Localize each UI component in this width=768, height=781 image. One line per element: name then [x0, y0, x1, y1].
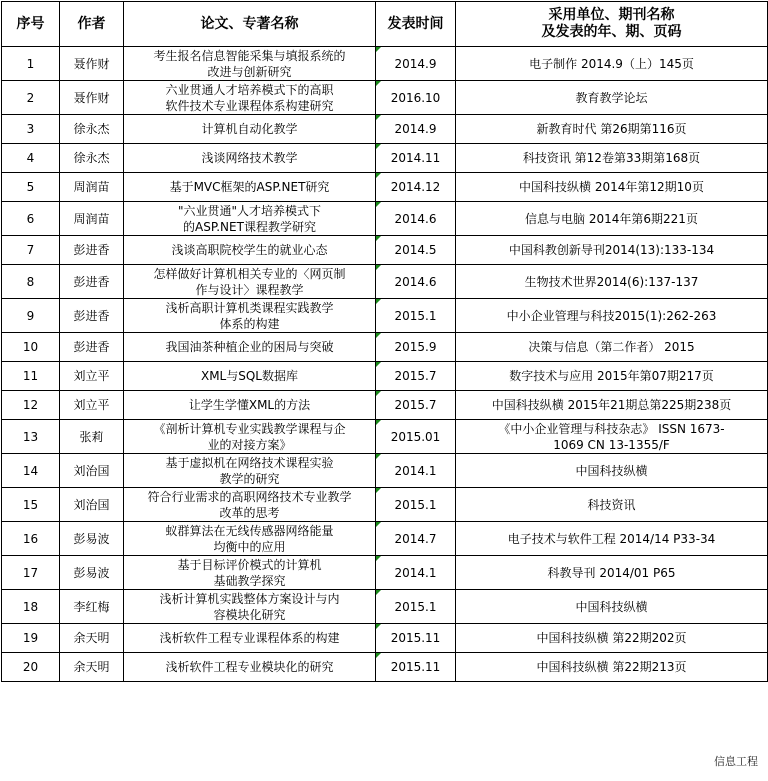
cell-time: 2014.1	[376, 454, 456, 488]
cell-author: 徐永杰	[60, 115, 124, 144]
table-row	[2, 362, 768, 391]
cell-title: 符合行业需求的高职网络技术专业教学 改革的思考	[124, 488, 376, 522]
header-title: 论文、专著名称	[124, 2, 376, 47]
cell-journal: 中国科技纵横	[456, 454, 768, 488]
cell-time: 2014.1	[376, 556, 456, 590]
cell-time: 2014.6	[376, 265, 456, 299]
cell-time: 2014.9	[376, 47, 456, 81]
cell-journal: 决策与信息（第二作者） 2015	[456, 333, 768, 362]
cell-title: 考生报名信息智能采集与填报系统的 改进与创新研究	[124, 47, 376, 81]
cell-title: 浅析软件工程专业模块化的研究	[124, 653, 376, 682]
cell-index: 12	[2, 391, 60, 420]
cell-title: 浅谈网络技术教学	[124, 144, 376, 173]
table-row	[2, 653, 768, 682]
cell-author: 余天明	[60, 624, 124, 653]
cell-journal: 中国科技纵横 2014年第12期10页	[456, 173, 768, 202]
table-row	[2, 173, 768, 202]
header-index: 序号	[2, 2, 60, 47]
cell-title: 浅析高职计算机类课程实践教学 体系的构建	[124, 299, 376, 333]
cell-time: 2015.1	[376, 299, 456, 333]
table-row	[2, 590, 768, 624]
cell-author: 徐永杰	[60, 144, 124, 173]
watermark-text: 信息工程	[714, 755, 758, 768]
cell-index: 8	[2, 265, 60, 299]
cell-author: 聂作财	[60, 81, 124, 115]
cell-title: 浅析软件工程专业课程体系的构建	[124, 624, 376, 653]
cell-time: 2015.1	[376, 590, 456, 624]
cell-title: 《剖析计算机专业实践教学课程与企 业的对接方案》	[124, 420, 376, 454]
table-row	[2, 144, 768, 173]
header-row	[2, 2, 768, 47]
cell-title: 基于目标评价模式的计算机 基础教学探究	[124, 556, 376, 590]
cell-time: 2014.7	[376, 522, 456, 556]
cell-index: 6	[2, 202, 60, 236]
table-row	[2, 522, 768, 556]
cell-journal: 中小企业管理与科技2015(1):262-263	[456, 299, 768, 333]
cell-journal: 《中小企业管理与科技杂志》 ISSN 1673- 1069 CN 13-1355/F	[456, 420, 768, 454]
table-row	[2, 454, 768, 488]
cell-time: 2015.7	[376, 391, 456, 420]
cell-author: 刘立平	[60, 362, 124, 391]
header-journal: 采用单位、期刊名称 及发表的年、期、页码	[456, 2, 768, 47]
cell-journal: 中国科技纵横 第22期202页	[456, 624, 768, 653]
cell-author: 刘治国	[60, 454, 124, 488]
cell-title: 六业贯通人才培养模式下的高职 软件技术专业课程体系构建研究	[124, 81, 376, 115]
cell-author: 张莉	[60, 420, 124, 454]
cell-title: 计算机自动化教学	[124, 115, 376, 144]
table-body	[2, 47, 768, 682]
cell-time: 2014.6	[376, 202, 456, 236]
cell-journal: 电子技术与软件工程 2014/14 P33-34	[456, 522, 768, 556]
cell-title: 基于MVC框架的ASP.NET研究	[124, 173, 376, 202]
table-row	[2, 47, 768, 81]
header-author: 作者	[60, 2, 124, 47]
cell-index: 15	[2, 488, 60, 522]
cell-time: 2014.9	[376, 115, 456, 144]
cell-author: 彭进香	[60, 333, 124, 362]
cell-author: 周润苗	[60, 173, 124, 202]
cell-author: 彭进香	[60, 265, 124, 299]
cell-time: 2015.9	[376, 333, 456, 362]
cell-author: 彭进香	[60, 299, 124, 333]
cell-time: 2015.1	[376, 488, 456, 522]
cell-journal: 科教导刊 2014/01 P65	[456, 556, 768, 590]
cell-index: 13	[2, 420, 60, 454]
cell-index: 18	[2, 590, 60, 624]
table-row	[2, 202, 768, 236]
cell-time: 2015.7	[376, 362, 456, 391]
cell-title: 我国油茶种植企业的困局与突破	[124, 333, 376, 362]
cell-author: 聂作财	[60, 47, 124, 81]
cell-index: 4	[2, 144, 60, 173]
table-row	[2, 236, 768, 265]
header-time: 发表时间	[376, 2, 456, 47]
cell-time: 2014.12	[376, 173, 456, 202]
cell-title: 基于虚拟机在网络技术课程实验 教学的研究	[124, 454, 376, 488]
cell-index: 1	[2, 47, 60, 81]
cell-index: 10	[2, 333, 60, 362]
cell-journal: 教育教学论坛	[456, 81, 768, 115]
cell-time: 2015.11	[376, 653, 456, 682]
cell-author: 李红梅	[60, 590, 124, 624]
cell-time: 2015.11	[376, 624, 456, 653]
cell-index: 16	[2, 522, 60, 556]
cell-title: 浅谈高职院校学生的就业心态	[124, 236, 376, 265]
cell-index: 3	[2, 115, 60, 144]
cell-author: 彭易波	[60, 522, 124, 556]
cell-title: XML与SQL数据库	[124, 362, 376, 391]
publications-table	[1, 1, 768, 682]
cell-title: 让学生学懂XML的方法	[124, 391, 376, 420]
cell-author: 周润苗	[60, 202, 124, 236]
cell-index: 11	[2, 362, 60, 391]
cell-index: 19	[2, 624, 60, 653]
cell-index: 20	[2, 653, 60, 682]
cell-author: 余天明	[60, 653, 124, 682]
cell-time: 2014.5	[376, 236, 456, 265]
cell-author: 刘治国	[60, 488, 124, 522]
cell-author: 彭易波	[60, 556, 124, 590]
cell-journal: 中国科技纵横 第22期213页	[456, 653, 768, 682]
cell-index: 2	[2, 81, 60, 115]
cell-author: 刘立平	[60, 391, 124, 420]
cell-journal: 数字技术与应用 2015年第07期217页	[456, 362, 768, 391]
cell-journal: 电子制作 2014.9（上）145页	[456, 47, 768, 81]
cell-journal: 新教育时代 第26期第116页	[456, 115, 768, 144]
cell-title: 怎样做好计算机相关专业的〈网页制 作与设计〉课程教学	[124, 265, 376, 299]
table-row	[2, 115, 768, 144]
cell-journal: 科技资讯	[456, 488, 768, 522]
table-row	[2, 556, 768, 590]
cell-index: 9	[2, 299, 60, 333]
cell-journal: 科技资讯 第12卷第33期第168页	[456, 144, 768, 173]
table-row	[2, 81, 768, 115]
table-row	[2, 391, 768, 420]
cell-journal: 中国科技纵横	[456, 590, 768, 624]
cell-author: 彭进香	[60, 236, 124, 265]
table-row	[2, 420, 768, 454]
cell-time: 2014.11	[376, 144, 456, 173]
cell-title: "六业贯通"人才培养模式下 的ASP.NET课程教学研究	[124, 202, 376, 236]
cell-journal: 信息与电脑 2014年第6期221页	[456, 202, 768, 236]
cell-index: 5	[2, 173, 60, 202]
cell-time: 2015.01	[376, 420, 456, 454]
cell-index: 14	[2, 454, 60, 488]
cell-time: 2016.10	[376, 81, 456, 115]
cell-index: 17	[2, 556, 60, 590]
table-row	[2, 488, 768, 522]
table-row	[2, 333, 768, 362]
cell-index: 7	[2, 236, 60, 265]
cell-journal: 中国科技纵横 2015年21期总第225期238页	[456, 391, 768, 420]
cell-title: 浅析计算机实践整体方案设计与内 容模块化研究	[124, 590, 376, 624]
table-row	[2, 265, 768, 299]
cell-journal: 生物技术世界2014(6):137-137	[456, 265, 768, 299]
table-row	[2, 624, 768, 653]
table-row	[2, 299, 768, 333]
cell-journal: 中国科教创新导刊2014(13):133-134	[456, 236, 768, 265]
cell-title: 蚁群算法在无线传感器网络能量 均衡中的应用	[124, 522, 376, 556]
